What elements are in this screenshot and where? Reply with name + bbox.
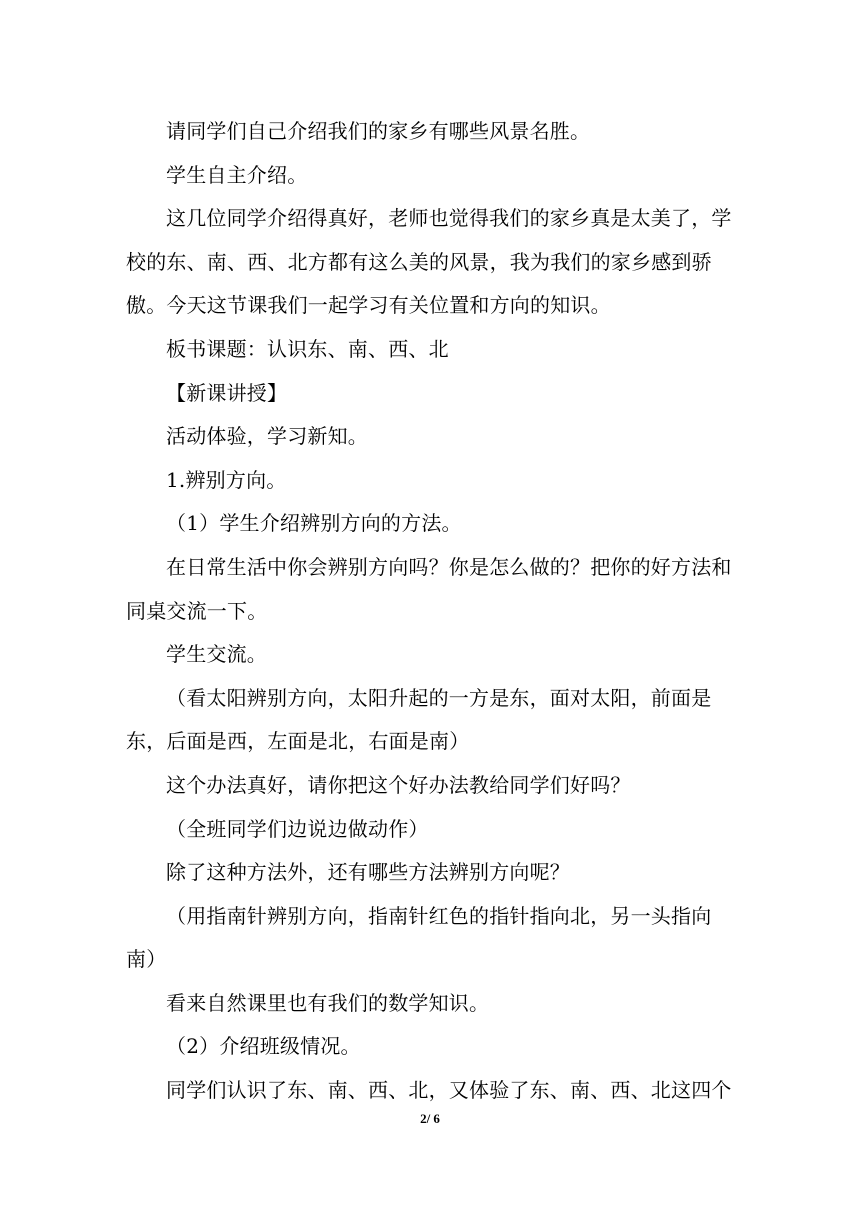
paragraph: 活动体验，学习新知。 [166, 424, 368, 449]
paragraph: 学生自主介绍。 [166, 162, 308, 187]
paragraph: （用指南针辨别方向，指南针红色的指针指向北，另一头指向南） [126, 903, 712, 972]
page-number: 2/ 6 [420, 1111, 440, 1126]
paragraph: 请同学们自己介绍我们的家乡有哪些风景名胜。 [166, 119, 591, 143]
section-heading: 【新课讲授】 [166, 380, 288, 405]
paragraph: 板书课题：认识东、南、西、北 [166, 336, 449, 361]
paragraph: 学生交流。 [166, 642, 267, 667]
paragraph: 看来自然课里也有我们的数学知识。 [166, 990, 490, 1015]
document-body [126, 110, 736, 1113]
paragraph: （全班同学们边说边做动作） [166, 816, 429, 841]
paragraph: 1.辨别方向。 [166, 467, 287, 492]
paragraph: 除了这种方法外，还有哪些方法辨别方向呢？ [166, 860, 570, 885]
paragraph: 在日常生活中你会辨别方向吗？你是怎么做的？把你的好方法和同桌交流一下。 [126, 554, 732, 623]
paragraph: 同学们认识了东、南、西、北，又体验了东、南、西、北这四个 [166, 1078, 732, 1103]
paragraph: 这几位同学介绍得真好，老师也觉得我们的家乡真是太美了，学校的东、南、西、北方都有这么美的风景，我为我们的家乡感到骄傲。今天这节课我们一起学习有关位置和方向的知识。 [126, 206, 732, 318]
paragraph: （2）介绍班级情况。 [166, 1034, 361, 1059]
paragraph: 这个办法真好，请你把这个好办法教给同学们好吗？ [166, 772, 631, 797]
paragraph: （看太阳辨别方向，太阳升起的一方是东，面对太阳，前面是东，后面是西，左面是北，右面是南） [126, 685, 712, 754]
paragraph: （1）学生介绍辨别方向的方法。 [166, 511, 462, 536]
